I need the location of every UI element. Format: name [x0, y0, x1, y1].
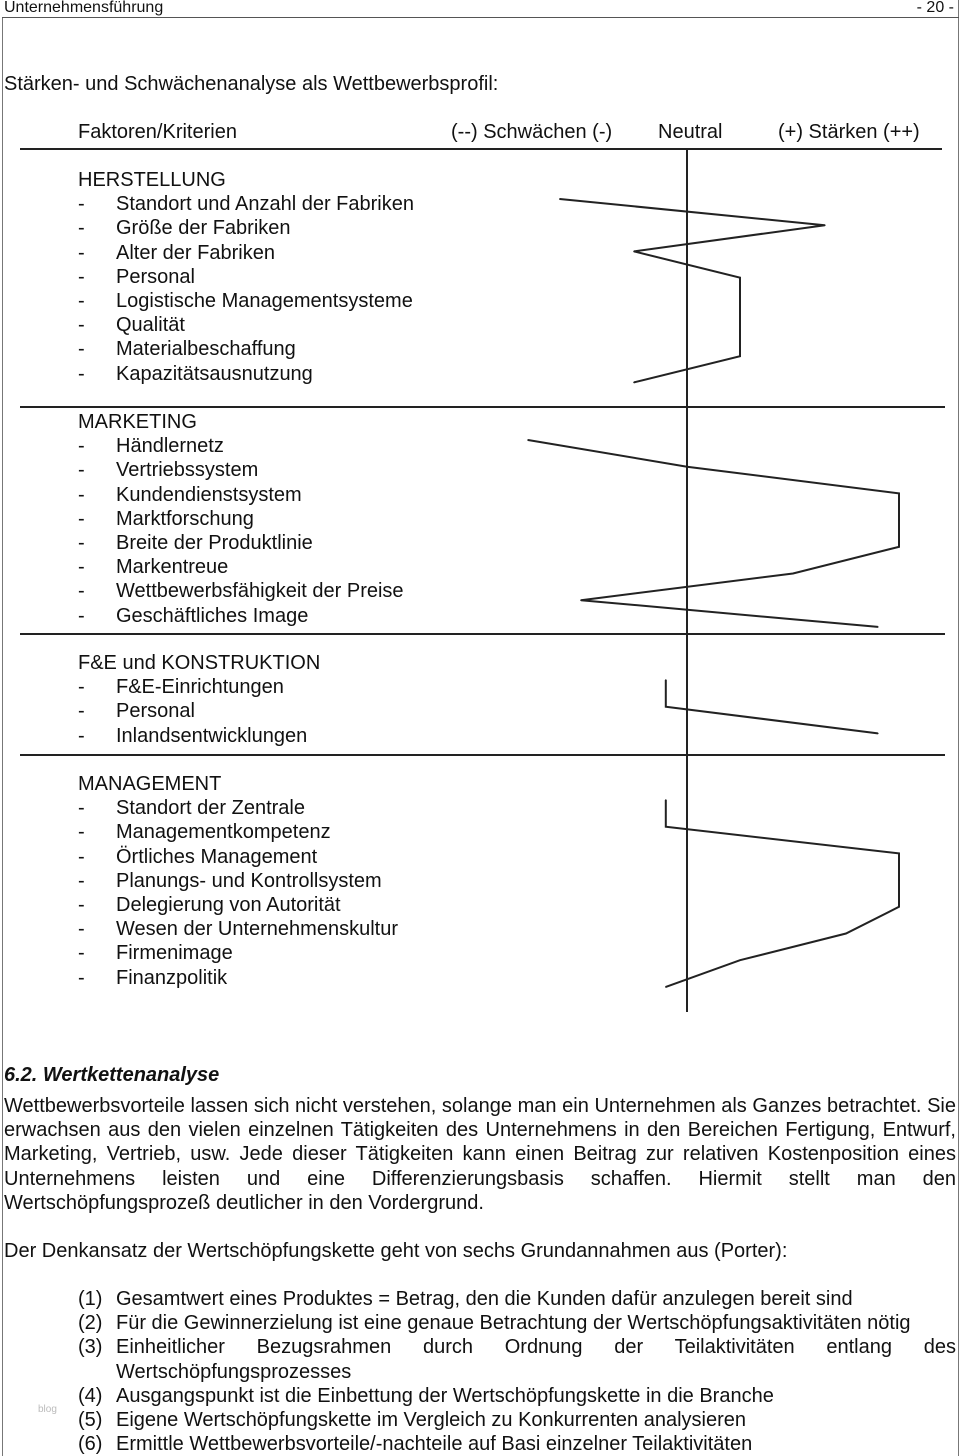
bullet-dash: -	[78, 821, 85, 844]
bullet-dash: -	[78, 241, 85, 264]
profile-point	[665, 679, 667, 681]
criterion-label: Größe der Fabriken	[116, 217, 291, 240]
header-chapter: Unternehmensführung	[4, 0, 164, 16]
profile-point	[898, 879, 900, 881]
criterion-label: Wesen der Unternehmenskultur	[116, 918, 398, 941]
bullet-dash: -	[78, 338, 85, 361]
criterion-label: Firmenimage	[116, 942, 233, 965]
list-text: Eigene Wertschöpfungskette im Vergleich zu Konkurrenten analysieren	[116, 1409, 746, 1432]
bullet-dash: -	[78, 604, 85, 627]
profile-point	[898, 493, 900, 495]
list-item	[78, 1408, 956, 1432]
watermark: blog	[38, 1404, 57, 1415]
criterion-label: Planungs- und Kontrollsystem	[116, 869, 382, 892]
bullet-dash: -	[78, 314, 85, 337]
list-number: (5)	[78, 1409, 103, 1432]
criterion-label: Logistische Managementsysteme	[116, 289, 413, 312]
profile-line-fe	[666, 680, 878, 733]
list-number: (2)	[78, 1312, 103, 1335]
profile-point	[877, 733, 879, 735]
criterion-label: Managementkompetenz	[116, 821, 331, 844]
list-item	[78, 1311, 956, 1335]
profile-line-management	[666, 800, 899, 987]
criterion-label: Kapazitätsausnutzung	[116, 362, 313, 385]
criterion-label: F&E-Einrichtungen	[116, 676, 284, 699]
list-number: (3)	[78, 1336, 103, 1359]
paragraph-1: Wettbewerbsvorteile lassen sich nicht verstehen, solange man ein Unternehmen als Ganzes betrachtet. Sie erwachsen aus den vielen einzelnen Tätigkeiten des Unternehmens in den Bereichen Fertigung, Entwurf, Marketing, Vertrieb, usw. Jede dieser Tätigkeiten kann einen Beitrag zur relativen Kostenposition eines Unternehmens leisten und eine Differenzierungsbasis schaffen. Hiermit stellt man den Wertschöpfungsprozeß deutlicher in den Vordergrund.	[4, 1095, 956, 1214]
list-item	[78, 1384, 956, 1408]
bullet-dash: -	[78, 556, 85, 579]
bullet-dash: -	[78, 845, 85, 868]
criterion-label: Finanzpolitik	[116, 966, 228, 989]
paragraph-2: Der Denkansatz der Wertschöpfungskette geht von sechs Grundannahmen aus (Porter):	[4, 1240, 788, 1262]
criterion-label: Breite der Produktlinie	[116, 531, 313, 554]
bullet-dash: -	[78, 289, 85, 312]
criterion-label: Händlernetz	[116, 435, 224, 458]
bullet-dash: -	[78, 483, 85, 506]
profile-line-herstellung	[560, 199, 825, 382]
section-heading: 6.2. Wertkettenanalyse	[4, 1064, 220, 1086]
profile-point	[739, 355, 741, 357]
bullet-dash: -	[78, 459, 85, 482]
criterion-label: Wettbewerbsfähigkeit der Preise	[116, 580, 404, 603]
profile-point	[739, 277, 741, 279]
column-factors: Faktoren/Kriterien	[78, 121, 237, 143]
criterion-label: Personal	[116, 700, 195, 723]
bullet-dash: -	[78, 507, 85, 530]
list-number: (1)	[78, 1288, 103, 1310]
bullet-dash: -	[78, 869, 85, 892]
bullet-dash: -	[78, 580, 85, 603]
criterion-label: Materialbeschaffung	[116, 338, 296, 361]
page-number: - 20 -	[916, 0, 954, 16]
bullet-dash: -	[78, 531, 85, 554]
list-item	[78, 1335, 956, 1383]
profile-point	[898, 906, 900, 908]
list-text: Ermittle Wettbewerbsvorteile/-nachteile auf Basi einzelner Teilaktivitäten	[116, 1433, 753, 1456]
bullet-dash: -	[78, 217, 85, 240]
profile-point	[633, 382, 635, 384]
profile-point	[845, 933, 847, 935]
profile-point	[824, 224, 826, 226]
criterion-label: Vertriebssystem	[116, 459, 259, 482]
column-weaknesses: (--) Schwächen (-)	[451, 121, 613, 143]
profile-point	[559, 198, 561, 200]
profile-point	[686, 466, 688, 468]
profile-title: Stärken- und Schwächenanalyse als Wettbewerbsprofil:	[4, 73, 499, 95]
bullet-dash: -	[78, 797, 85, 820]
bullet-dash: -	[78, 918, 85, 941]
criterion-label: Alter der Fabriken	[116, 241, 275, 264]
profile-point	[898, 853, 900, 855]
criterion-label: Standort der Zentrale	[116, 797, 305, 820]
profile-point	[665, 986, 667, 988]
profile-point	[739, 959, 741, 961]
list-number: (4)	[78, 1384, 103, 1407]
bullet-dash: -	[78, 700, 85, 723]
profile-point	[633, 251, 635, 253]
criterion-label: Delegierung von Autorität	[116, 893, 341, 916]
list-text: Gesamtwert eines Produktes = Betrag, den die Kunden dafür anzulegen bereit sind	[116, 1288, 853, 1310]
list-text: Einheitlicher Bezugsrahmen durch Ordnung der Teilaktivitäten entlang des Wertschöpfungsprozesses	[116, 1336, 956, 1383]
profile-point	[665, 706, 667, 708]
column-neutral: Neutral	[658, 121, 723, 143]
bullet-dash: -	[78, 942, 85, 965]
criterion-label: Geschäftliches Image	[116, 604, 309, 627]
criterion-label: Örtliches Management	[116, 845, 318, 868]
profile-point	[739, 329, 741, 331]
profile-point	[898, 519, 900, 521]
profile-point	[665, 826, 667, 828]
bullet-dash: -	[78, 676, 85, 699]
group-title: MANAGEMENT	[78, 773, 222, 795]
criterion-label: Kundendienstsystem	[116, 483, 302, 506]
profile-line-marketing	[528, 440, 899, 627]
group-title: F&E und KONSTRUKTION	[78, 652, 321, 674]
bullet-dash: -	[78, 193, 85, 216]
profile-point	[665, 799, 667, 801]
profile-point	[580, 599, 582, 601]
bullet-dash: -	[78, 435, 85, 458]
bullet-dash: -	[78, 966, 85, 989]
list-text: Für die Gewinnerzielung ist eine genaue Betrachtung der Wertschöpfungsaktivitäten nötig	[116, 1312, 911, 1335]
profile-point	[527, 439, 529, 441]
column-strengths: (+) Stärken (++)	[778, 121, 920, 143]
assumption-list	[78, 1287, 956, 1456]
criterion-label: Qualität	[116, 314, 185, 337]
group-title: MARKETING	[78, 411, 197, 433]
profile-point	[739, 303, 741, 305]
criterion-label: Marktforschung	[116, 507, 254, 530]
profile-point	[877, 626, 879, 628]
criterion-label: Standort und Anzahl der Fabriken	[116, 193, 414, 216]
profile-point	[792, 573, 794, 575]
criterion-label: Inlandsentwicklungen	[116, 724, 308, 747]
list-number: (6)	[78, 1433, 103, 1456]
bullet-dash: -	[78, 724, 85, 747]
criterion-label: Personal	[116, 265, 195, 288]
list-item	[78, 1432, 956, 1456]
list-text: Ausgangspunkt ist die Einbettung der Wertschöpfungskette in die Branche	[116, 1384, 774, 1407]
profile-point	[898, 546, 900, 548]
bullet-dash: -	[78, 362, 85, 385]
list-item	[78, 1287, 956, 1311]
bullet-dash: -	[78, 265, 85, 288]
group-title: HERSTELLUNG	[78, 169, 226, 191]
criterion-label: Markentreue	[116, 556, 229, 579]
bullet-dash: -	[78, 893, 85, 916]
